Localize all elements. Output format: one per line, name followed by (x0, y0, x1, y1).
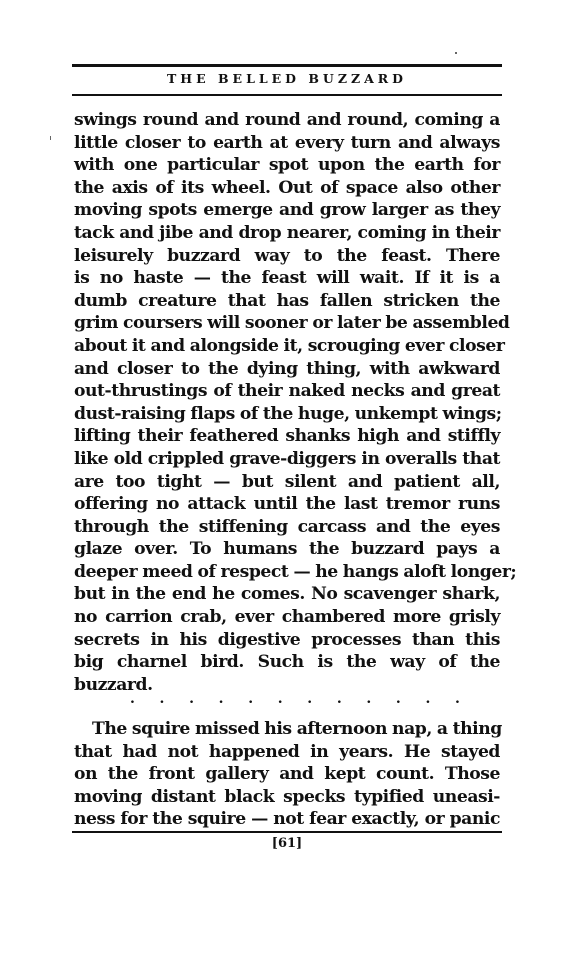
text-line: buzzard. (74, 674, 153, 695)
text-line: secrets in his digestive processes than this (74, 629, 500, 650)
break-dot: . (395, 691, 401, 707)
text-line: glaze over. To humans the buzzard pays a (74, 539, 500, 560)
text-line: and closer to the dying thing, with awkward (74, 358, 500, 379)
text-line: moving spots emerge and grow larger as they (74, 200, 500, 221)
text-line: about it and alongside it, scrouging ever closer (74, 335, 505, 356)
page-number: [61] (271, 836, 303, 851)
text-line: on the front gallery and kept count. Those (74, 764, 500, 785)
text-line: are too tight — but silent and patient all, (74, 471, 500, 492)
text-line: through the stiffening carcass and the eyes (74, 516, 500, 537)
break-dot: . (425, 691, 431, 707)
text-line: that had not happened in years. He stayed (74, 741, 500, 762)
text-line: big charnel bird. Such is the way of the (74, 652, 500, 673)
text-line: no carrion crab, ever chambered more grisly (74, 607, 500, 628)
break-dot: . (248, 691, 254, 707)
top-rule (72, 64, 502, 67)
text-line: leisurely buzzard way to the feast. There (74, 245, 500, 266)
text-line: grim coursers will sooner or later be assembled (74, 313, 510, 334)
text-line: moving distant black specks typified uneasi- (74, 786, 500, 807)
break-dot: . (366, 691, 372, 707)
text-line: tack and jibe and drop nearer, coming in their (74, 222, 500, 243)
text-line: ness for the squire — not fear exactly, or panic (74, 809, 500, 830)
break-dot: . (277, 691, 283, 707)
text-line: lifting their feathered shanks high and stiffly (74, 426, 500, 447)
text-line: offering no attack until the last tremor runs (74, 494, 500, 515)
text-line: like old crippled grave-diggers in overalls that (74, 448, 500, 469)
break-dot: . (159, 691, 165, 707)
text-line: dumb creature that has fallen stricken the (74, 290, 500, 311)
text-line: dust-raising flaps of the huge, unkempt wings; (74, 403, 502, 424)
break-dot: . (189, 691, 194, 707)
paragraph-2 (74, 718, 500, 831)
text-line: is no haste — the feast will wait. If it is a (74, 268, 500, 289)
break-dot: . (130, 691, 135, 707)
break-dot: . (307, 691, 313, 707)
text-line: swings round and round and round, coming a (74, 110, 500, 130)
break-dot: . (218, 691, 224, 707)
text-line: little closer to earth at every turn and always (74, 132, 500, 153)
foot-rule (72, 831, 502, 833)
break-dot: . (455, 691, 460, 707)
running-head: THE BELLED BUZZARD (166, 71, 408, 86)
text-line: deeper meed of respect — he hangs aloft longer; (74, 561, 517, 582)
text-line: out-thrustings of their naked necks and great (74, 381, 500, 402)
break-dot: . (336, 691, 342, 707)
scan-speck (455, 52, 457, 54)
head-rule (72, 94, 502, 96)
paragraph-1 (74, 109, 517, 696)
section-break (130, 692, 460, 706)
scan-speck (50, 136, 51, 140)
text-line: with one particular spot upon the earth for (74, 155, 500, 176)
text-line: the axis of its wheel. Out of space also other (74, 177, 500, 198)
text-line: but in the end he comes. No scavenger shark, (74, 584, 500, 605)
text-line: The squire missed his afternoon nap, a thing (92, 719, 502, 739)
